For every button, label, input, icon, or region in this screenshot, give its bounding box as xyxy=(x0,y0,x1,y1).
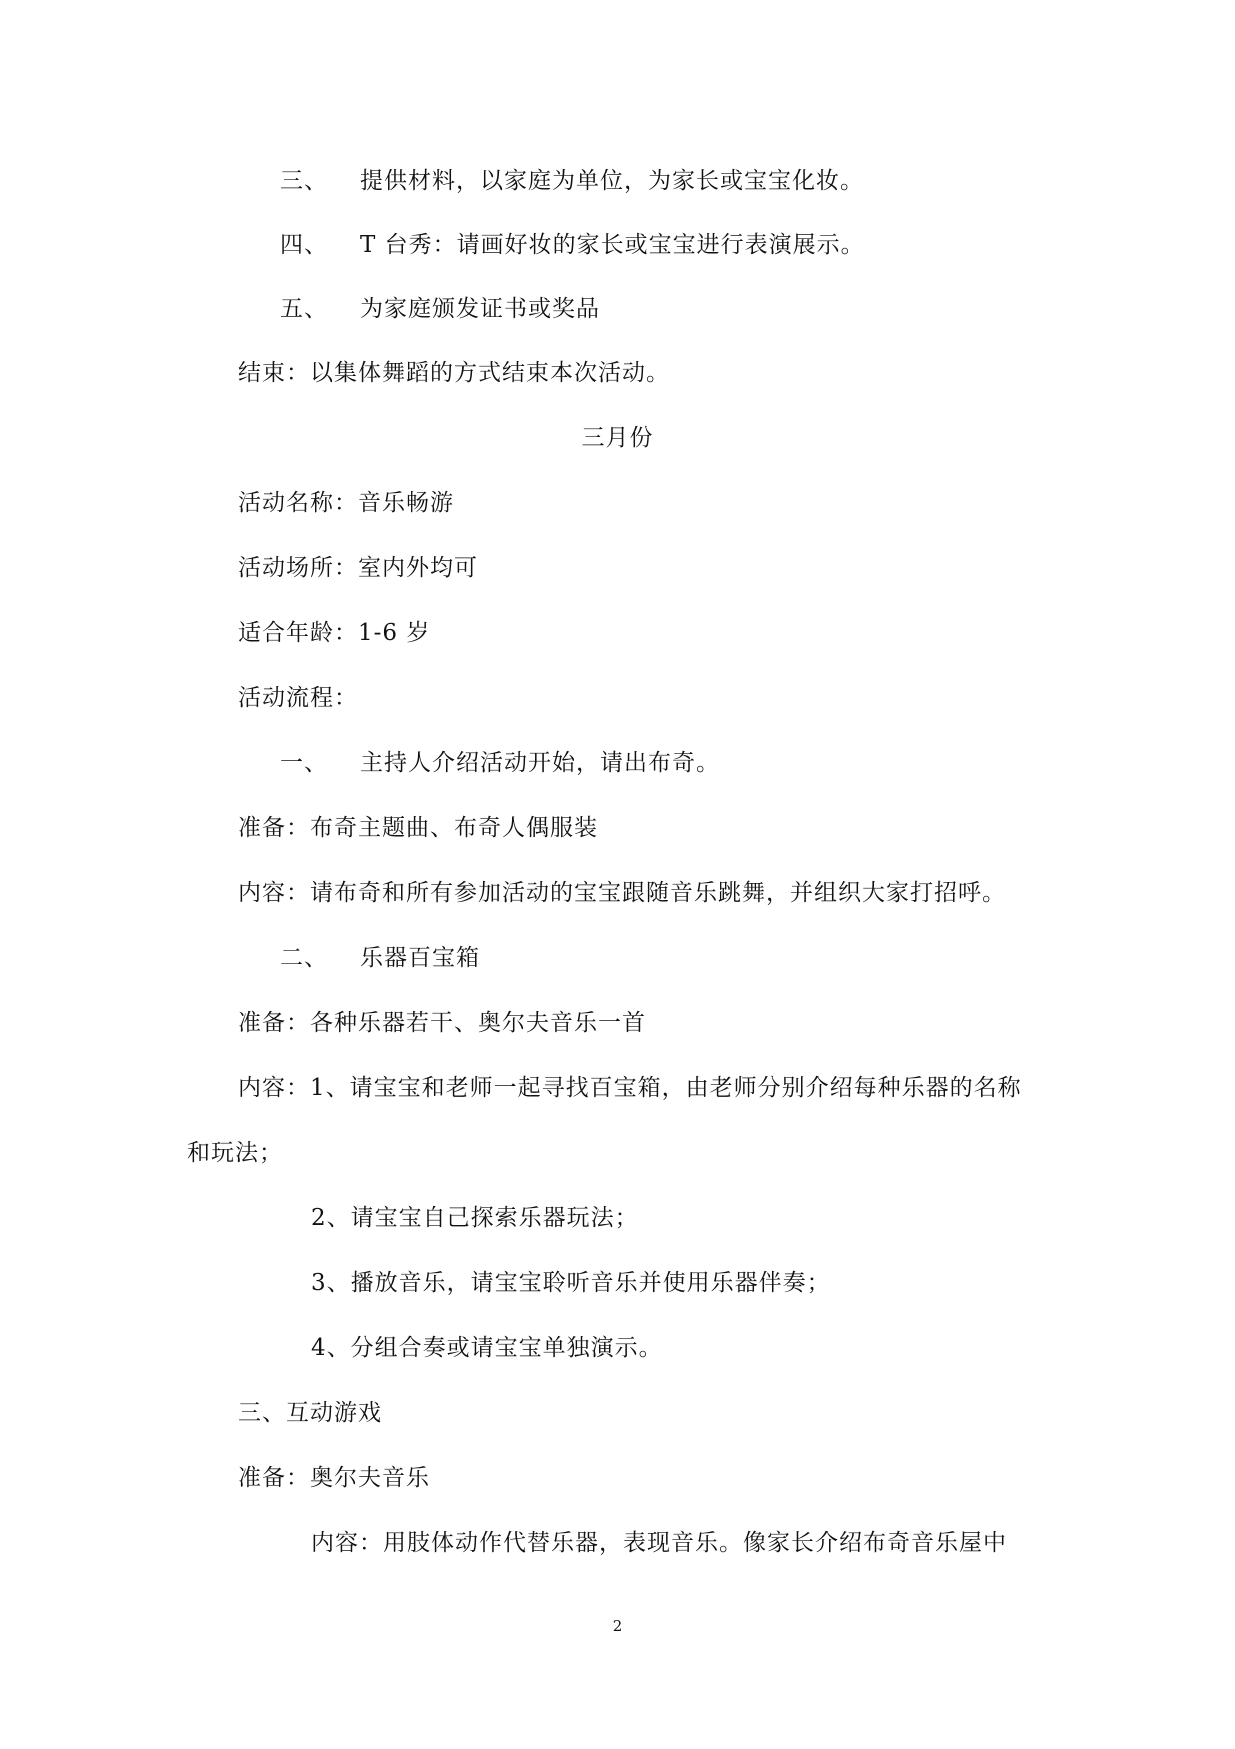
paragraph: 准备：各种乐器若干、奥尔夫音乐一首 xyxy=(238,1010,646,1036)
list-item xyxy=(280,294,600,324)
paragraph-text: 为家庭颁发证书或奖品 xyxy=(360,296,600,322)
paragraph: 准备：布奇主题曲、布奇人偶服装 xyxy=(238,815,598,841)
paragraph: 适合年龄：1-6 岁 xyxy=(238,620,431,646)
paragraph: 结束：以集体舞蹈的方式结束本次活动。 xyxy=(238,360,670,386)
list-number: 四、 xyxy=(280,232,328,258)
paragraph: 活动场所：室内外均可 xyxy=(238,555,478,581)
list-item xyxy=(280,230,865,260)
list-number: 三、 xyxy=(280,168,328,194)
paragraph: 三、互动游戏 xyxy=(238,1400,382,1426)
paragraph: 2、请宝宝自己探索乐器玩法； xyxy=(311,1205,639,1231)
section-heading: 三月份 xyxy=(581,425,654,451)
paragraph-text: 乐器百宝箱 xyxy=(360,945,480,971)
list-number: 一、 xyxy=(280,750,328,776)
paragraph: 活动名称：音乐畅游 xyxy=(238,490,454,516)
list-item xyxy=(280,943,480,973)
list-item xyxy=(280,166,864,196)
page-number: 2 xyxy=(612,1617,623,1635)
list-number: 二、 xyxy=(280,945,328,971)
paragraph-text: T 台秀：请画好妆的家长或宝宝进行表演展示。 xyxy=(360,232,865,258)
paragraph: 活动流程： xyxy=(238,685,358,711)
paragraph: 内容：请布奇和所有参加活动的宝宝跟随音乐跳舞，并组织大家打招呼。 xyxy=(238,880,1006,906)
paragraph-text: 提供材料，以家庭为单位，为家长或宝宝化妆。 xyxy=(360,168,864,194)
paragraph: 内容：用肢体动作代替乐器，表现音乐。像家长介绍布奇音乐屋中 xyxy=(311,1530,1007,1556)
paragraph: 内容：1、请宝宝和老师一起寻找百宝箱，由老师分别介绍每种乐器的名称 xyxy=(238,1075,1022,1101)
paragraph: 准备：奥尔夫音乐 xyxy=(238,1465,430,1491)
paragraph-text: 主持人介绍活动开始，请出布奇。 xyxy=(360,750,720,776)
paragraph: 和玩法； xyxy=(187,1140,283,1166)
list-number: 五、 xyxy=(280,296,328,322)
paragraph: 3、播放音乐，请宝宝聆听音乐并使用乐器伴奏； xyxy=(311,1270,831,1296)
paragraph: 4、分组合奏或请宝宝单独演示。 xyxy=(311,1335,663,1361)
list-item xyxy=(280,748,720,778)
